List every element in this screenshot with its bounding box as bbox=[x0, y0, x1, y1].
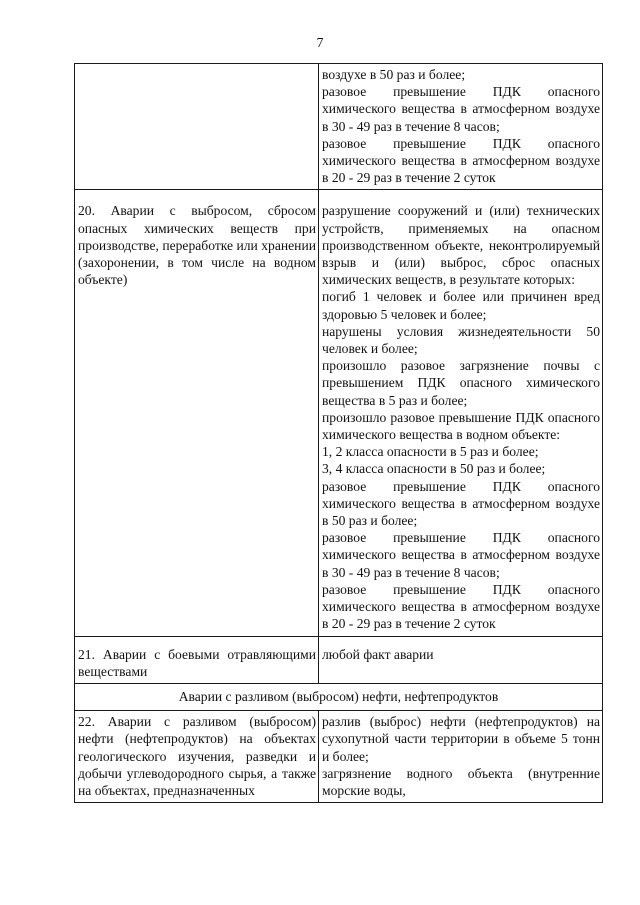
table-row bbox=[75, 711, 603, 803]
criteria-line: разрушение сооружений и (или) технических устройств, применяемых на опасном производственном объекте, неконтролируемый взрыв и (или) выброс, сброс опасных химических веществ, в результате которых: bbox=[322, 203, 600, 288]
criteria-line: погиб 1 человек и более или причинен вред здоровью 5 человек и более; bbox=[322, 289, 600, 322]
criteria-line: произошло разовое превышение ПДК опасного химического вещества в водном объекте: bbox=[322, 409, 600, 443]
criteria-line: разлив (выброс) нефти (нефтепродуктов) на сухопутной части территории в объеме 5 тонн и более; bbox=[322, 714, 600, 764]
table-row bbox=[75, 64, 603, 190]
criteria-line: разовое превышение ПДК опасного химического вещества в атмосферном воздухе в 20 - 29 раз в течение 2 суток bbox=[322, 581, 600, 632]
table-section-row bbox=[75, 683, 603, 710]
criteria-line: загрязнение водного объекта (внутренние морские воды, bbox=[322, 765, 600, 798]
criteria-line: разовое превышение ПДК опасного химического вещества в атмосферном воздухе в 20 - 29 раз в течение 2 суток bbox=[322, 135, 600, 186]
criteria-line: разовое превышение ПДК опасного химического вещества в атмосферном воздухе в 30 - 49 раз в течение 8 часов; bbox=[322, 84, 600, 134]
table-cell-event-type: 20. Аварии с выбросом, сбросом опасных химических веществ при производстве, переработке или хранении (захоронении, в том числе на водном объекте) bbox=[75, 190, 319, 636]
table-row bbox=[75, 636, 603, 683]
page-number: 7 bbox=[316, 35, 324, 50]
table-cell-empty bbox=[75, 64, 319, 190]
criteria-line: 3, 4 класса опасности в 50 раз и более; bbox=[322, 461, 546, 477]
criteria-line: нарушены условия жизнедеятельности 50 человек и более; bbox=[322, 323, 600, 357]
criteria-line: разовое превышение ПДК опасного химического вещества в атмосферном воздухе в 30 - 49 раз в течение 8 часов; bbox=[322, 530, 600, 580]
table-cell-event-type: 22. Аварии с разливом (выбросом) нефти (нефтепродуктов) на объектах геологического изучения, разведки и добычи углеводородного сырья, а также на объектах, предназначенных bbox=[75, 711, 319, 803]
criteria-line: 1, 2 класса опасности в 5 раз и более; bbox=[322, 444, 539, 460]
table-row bbox=[75, 190, 603, 636]
table-cell-criteria bbox=[319, 64, 603, 190]
emergency-criteria-table bbox=[74, 63, 603, 803]
table-cell-criteria bbox=[319, 190, 603, 636]
section-heading: Аварии с разливом (выбросом) нефти, нефтепродуктов bbox=[75, 683, 603, 710]
table-cell-event-type: 21. Аварии с боевыми отравляющими веществами bbox=[75, 636, 319, 683]
criteria-line: разовое превышение ПДК опасного химического вещества в атмосферном воздухе в 50 раз и более; bbox=[322, 478, 600, 529]
table-cell-criteria bbox=[319, 711, 603, 803]
table-cell-criteria: любой факт аварии bbox=[319, 636, 603, 683]
criteria-line: воздухе в 50 раз и более; bbox=[322, 67, 466, 82]
criteria-line: произошло разовое загрязнение почвы с превышением ПДК опасного химического вещества в 5 раз и более; bbox=[322, 358, 600, 408]
